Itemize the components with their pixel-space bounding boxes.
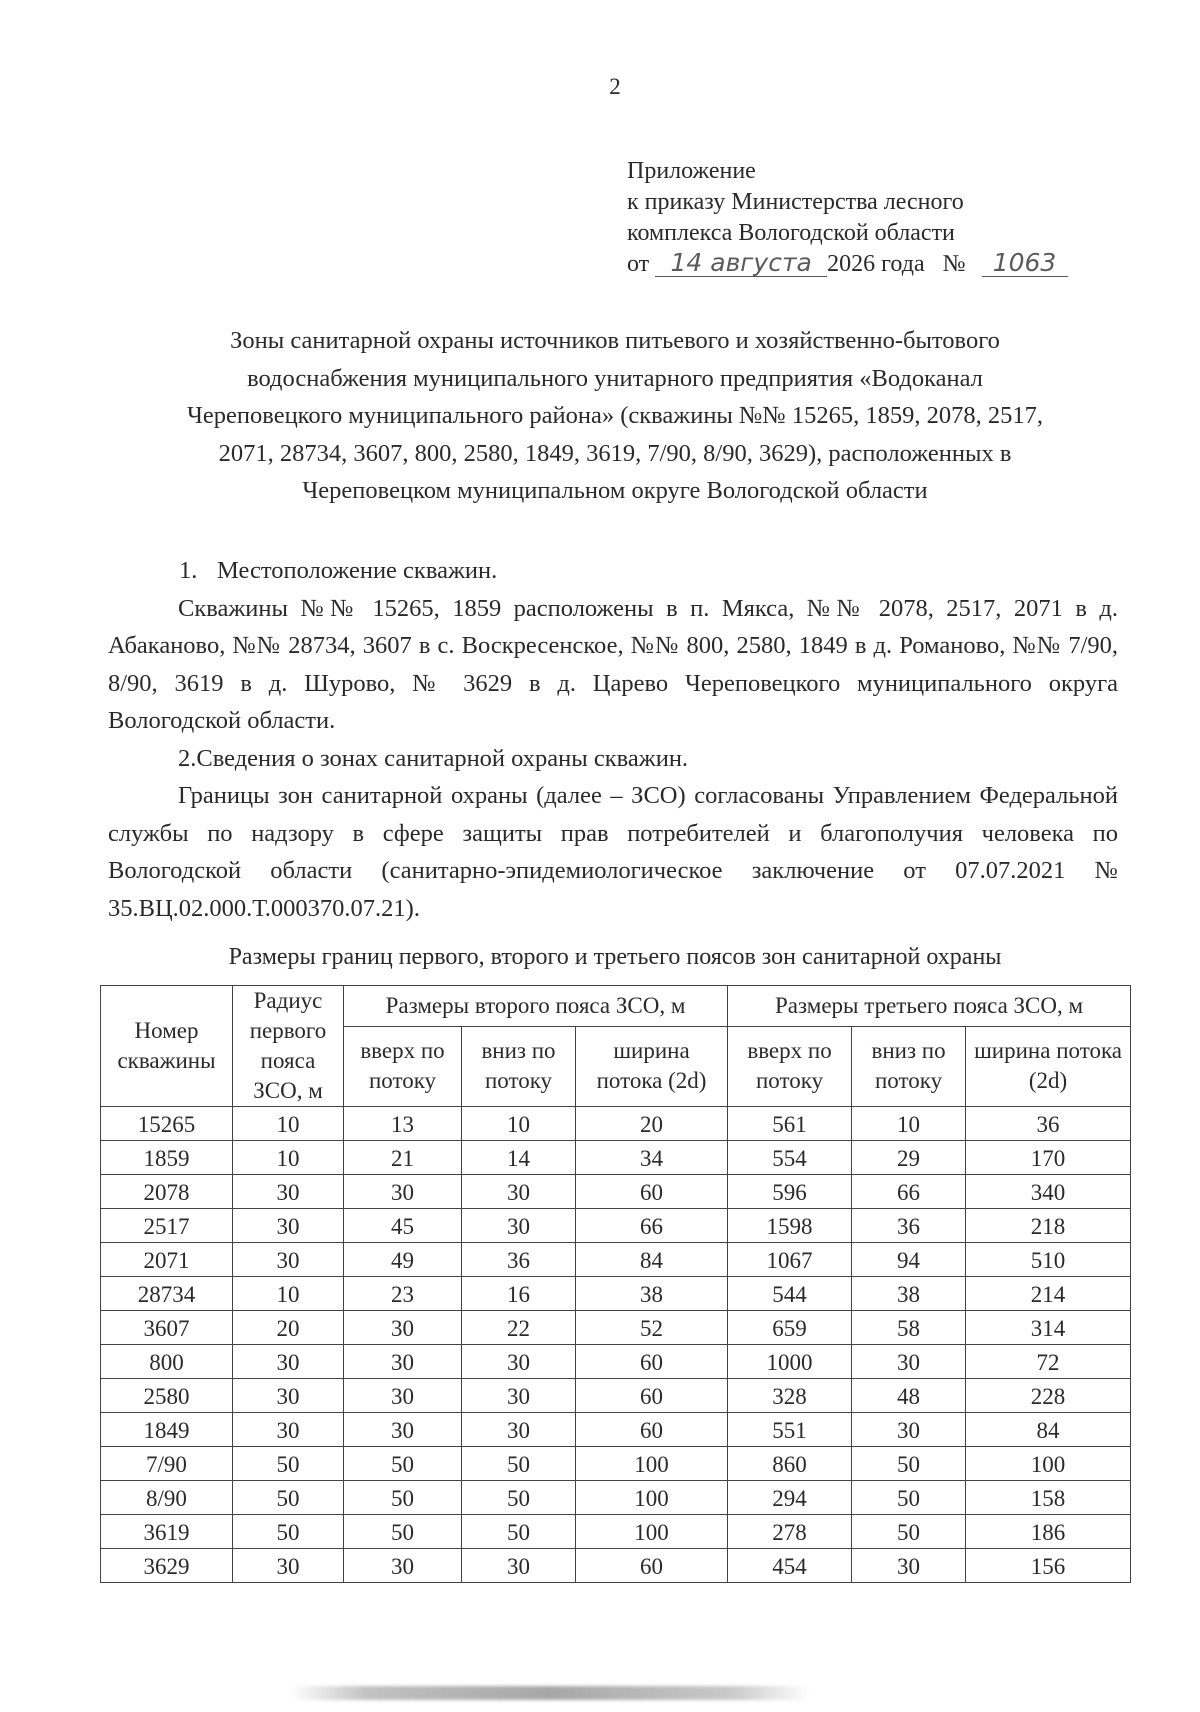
scan-artifact: [290, 1686, 810, 1700]
cell-third-downstream: 50: [852, 1515, 966, 1549]
document-title: [100, 322, 1130, 510]
cell-well-number: 7/90: [101, 1447, 233, 1481]
table-row: [101, 1209, 1131, 1243]
cell-third-upstream: 278: [728, 1515, 852, 1549]
cell-third-upstream: 1598: [728, 1209, 852, 1243]
header-second-downstream: вниз по потоку: [462, 1026, 576, 1106]
zso-table: [100, 985, 1131, 1583]
cell-well-number: 2071: [101, 1243, 233, 1277]
cell-third-downstream: 66: [852, 1175, 966, 1209]
annex-from-prefix: от: [627, 251, 650, 277]
page-number: 2: [609, 74, 621, 99]
cell-second-flow-width: 38: [576, 1277, 728, 1311]
cell-second-flow-width: 60: [576, 1345, 728, 1379]
cell-radius-first: 10: [233, 1277, 344, 1311]
cell-third-downstream: 58: [852, 1311, 966, 1345]
cell-third-flow-width: 100: [966, 1447, 1131, 1481]
table-row: [101, 1549, 1131, 1583]
cell-second-flow-width: 52: [576, 1311, 728, 1345]
cell-second-downstream: 36: [462, 1243, 576, 1277]
cell-third-downstream: 29: [852, 1141, 966, 1175]
cell-third-upstream: 561: [728, 1107, 852, 1141]
title-line-1: Зоны санитарной охраны источников питьевого и хозяйственно-бытового: [230, 327, 1000, 354]
cell-third-upstream: 1000: [728, 1345, 852, 1379]
cell-third-downstream: 36: [852, 1209, 966, 1243]
cell-radius-first: 30: [233, 1345, 344, 1379]
cell-second-upstream: 30: [344, 1379, 462, 1413]
cell-third-downstream: 30: [852, 1549, 966, 1583]
cell-third-flow-width: 218: [966, 1209, 1131, 1243]
cell-third-downstream: 50: [852, 1447, 966, 1481]
cell-second-flow-width: 84: [576, 1243, 728, 1277]
cell-third-flow-width: 156: [966, 1549, 1131, 1583]
cell-second-downstream: 30: [462, 1549, 576, 1583]
cell-second-upstream: 49: [344, 1243, 462, 1277]
cell-third-upstream: 860: [728, 1447, 852, 1481]
section-2-text: Границы зон санитарной охраны (далее – ЗСО) согласованы Управлением Федеральной службы по надзору в сфере защиты прав потребителей и благополучия человека по Вологодской области (санитарно-эпидемиологическое заключение от 07.07.2021 № 35.ВЦ.02.000.Т.000370.07.21).: [108, 782, 1118, 922]
cell-radius-first: 20: [233, 1311, 344, 1345]
cell-second-downstream: 22: [462, 1311, 576, 1345]
cell-third-upstream: 544: [728, 1277, 852, 1311]
cell-second-flow-width: 66: [576, 1209, 728, 1243]
annex-line-3: комплекса Вологодской области: [627, 220, 955, 246]
cell-second-upstream: 50: [344, 1515, 462, 1549]
section-1-heading: [108, 552, 1118, 590]
cell-third-flow-width: 72: [966, 1345, 1131, 1379]
cell-second-flow-width: 60: [576, 1175, 728, 1209]
section-1-text: Скважины №№ 15265, 1859 расположены в п. Мякса, №№ 2078, 2517, 2071 в д. Абаканово, №№ 28734, 3607 в с. Воскресенское, №№ 800, 2580, 1849 в д. Романово, №№ 7/90, 8/90, 3619 в д. Шурово, № 3629 в д. Царево Череповецкого муниципального округа Вологодской области.: [108, 594, 1118, 734]
table-row: [101, 1175, 1131, 1209]
cell-radius-first: 30: [233, 1243, 344, 1277]
cell-second-flow-width: 100: [576, 1447, 728, 1481]
cell-second-downstream: 30: [462, 1379, 576, 1413]
document-body: [108, 552, 1118, 927]
handwritten-date: 14 августа: [655, 250, 827, 277]
cell-second-upstream: 13: [344, 1107, 462, 1141]
annex-line-2: к приказу Министерства лесного: [627, 189, 964, 215]
title-line-4: 2071, 28734, 3607, 800, 2580, 1849, 3619, 7/90, 8/90, 3629), расположенных в: [218, 439, 1012, 467]
table-row: [101, 1107, 1131, 1141]
cell-second-flow-width: 34: [576, 1141, 728, 1175]
cell-third-downstream: 30: [852, 1413, 966, 1447]
cell-third-flow-width: 84: [966, 1413, 1131, 1447]
cell-third-upstream: 328: [728, 1379, 852, 1413]
header-third-zone: Размеры третьего пояса ЗСО, м: [728, 986, 1131, 1027]
cell-third-upstream: 1067: [728, 1243, 852, 1277]
cell-third-flow-width: 158: [966, 1481, 1131, 1515]
header-radius-first: Радиус первого пояса ЗСО, м: [233, 986, 344, 1107]
table-row: [101, 1277, 1131, 1311]
cell-radius-first: 10: [233, 1107, 344, 1141]
cell-well-number: 3607: [101, 1311, 233, 1345]
cell-well-number: 28734: [101, 1277, 233, 1311]
section-2-heading: 2.Сведения о зонах санитарной охраны скважин.: [178, 744, 689, 772]
cell-second-upstream: 45: [344, 1209, 462, 1243]
header-third-upstream: вверх по потоку: [728, 1026, 852, 1106]
cell-second-downstream: 30: [462, 1175, 576, 1209]
cell-third-flow-width: 214: [966, 1277, 1131, 1311]
cell-third-flow-width: 228: [966, 1379, 1131, 1413]
cell-second-downstream: 50: [462, 1515, 576, 1549]
cell-second-upstream: 30: [344, 1345, 462, 1379]
cell-well-number: 1849: [101, 1413, 233, 1447]
cell-well-number: 2517: [101, 1209, 233, 1243]
table-caption: Размеры границ первого, второго и третьего поясов зон санитарной охраны: [228, 944, 1002, 970]
cell-second-downstream: 10: [462, 1107, 576, 1141]
annex-block: [627, 156, 1068, 280]
cell-third-upstream: 551: [728, 1413, 852, 1447]
table-row: [101, 1413, 1131, 1447]
cell-second-flow-width: 60: [576, 1413, 728, 1447]
table-row: [101, 1481, 1131, 1515]
cell-second-upstream: 23: [344, 1277, 462, 1311]
cell-third-flow-width: 170: [966, 1141, 1131, 1175]
cell-second-upstream: 21: [344, 1141, 462, 1175]
cell-second-downstream: 30: [462, 1345, 576, 1379]
cell-second-downstream: 14: [462, 1141, 576, 1175]
section-1-heading-text: Местоположение скважин.: [217, 557, 498, 584]
cell-well-number: 2078: [101, 1175, 233, 1209]
cell-second-downstream: 50: [462, 1481, 576, 1515]
title-line-3: Череповецкого муниципального района» (скважины №№ 15265, 1859, 2078, 2517,: [186, 402, 1044, 429]
table-header: [101, 986, 1131, 1107]
cell-third-downstream: 94: [852, 1243, 966, 1277]
header-second-upstream: вверх по потоку: [344, 1026, 462, 1106]
cell-radius-first: 50: [233, 1447, 344, 1481]
cell-well-number: 800: [101, 1345, 233, 1379]
cell-second-upstream: 30: [344, 1311, 462, 1345]
cell-well-number: 3629: [101, 1549, 233, 1583]
cell-radius-first: 30: [233, 1209, 344, 1243]
cell-third-flow-width: 510: [966, 1243, 1131, 1277]
cell-third-upstream: 294: [728, 1481, 852, 1515]
cell-well-number: 8/90: [101, 1481, 233, 1515]
annex-line-4: [627, 249, 1068, 280]
cell-radius-first: 30: [233, 1175, 344, 1209]
cell-third-upstream: 554: [728, 1141, 852, 1175]
cell-well-number: 1859: [101, 1141, 233, 1175]
cell-third-downstream: 48: [852, 1379, 966, 1413]
cell-radius-first: 30: [233, 1549, 344, 1583]
header-third-downstream: вниз по потоку: [852, 1026, 966, 1106]
cell-well-number: 15265: [101, 1107, 233, 1141]
header-second-flow-width: ширина потока (2d): [576, 1026, 728, 1106]
cell-well-number: 2580: [101, 1379, 233, 1413]
cell-third-downstream: 10: [852, 1107, 966, 1141]
header-third-flow-width: ширина потока (2d): [966, 1026, 1131, 1106]
cell-second-flow-width: 100: [576, 1481, 728, 1515]
cell-third-flow-width: 340: [966, 1175, 1131, 1209]
table-row: [101, 1447, 1131, 1481]
cell-radius-first: 10: [233, 1141, 344, 1175]
cell-second-downstream: 16: [462, 1277, 576, 1311]
cell-second-upstream: 30: [344, 1413, 462, 1447]
cell-second-upstream: 50: [344, 1447, 462, 1481]
table-row: [101, 1243, 1131, 1277]
cell-third-upstream: 596: [728, 1175, 852, 1209]
cell-second-flow-width: 100: [576, 1515, 728, 1549]
cell-second-upstream: 30: [344, 1175, 462, 1209]
section-1-number: 1.: [179, 557, 198, 584]
cell-second-downstream: 30: [462, 1209, 576, 1243]
cell-second-flow-width: 60: [576, 1549, 728, 1583]
table-row: [101, 1311, 1131, 1345]
table-row: [101, 1515, 1131, 1549]
cell-third-flow-width: 36: [966, 1107, 1131, 1141]
cell-third-flow-width: 314: [966, 1311, 1131, 1345]
table-row: [101, 1379, 1131, 1413]
handwritten-number: 1063: [982, 250, 1068, 277]
cell-well-number: 3619: [101, 1515, 233, 1549]
annex-year: 2026 года: [827, 251, 925, 277]
cell-second-downstream: 50: [462, 1447, 576, 1481]
annex-line-1: Приложение: [627, 158, 756, 184]
cell-second-upstream: 50: [344, 1481, 462, 1515]
cell-third-downstream: 38: [852, 1277, 966, 1311]
cell-second-downstream: 30: [462, 1413, 576, 1447]
cell-second-flow-width: 60: [576, 1379, 728, 1413]
cell-radius-first: 50: [233, 1515, 344, 1549]
cell-second-flow-width: 20: [576, 1107, 728, 1141]
cell-third-upstream: 659: [728, 1311, 852, 1345]
cell-third-downstream: 50: [852, 1481, 966, 1515]
title-line-2: водоснабжения муниципального унитарного предприятия «Водоканал: [247, 364, 983, 392]
annex-number-sign: №: [942, 251, 966, 277]
cell-radius-first: 30: [233, 1379, 344, 1413]
cell-second-upstream: 30: [344, 1549, 462, 1583]
table-row: [101, 1141, 1131, 1175]
cell-radius-first: 30: [233, 1413, 344, 1447]
table-body: [101, 1107, 1131, 1583]
table-row: [101, 1345, 1131, 1379]
header-well-number: Номер скважины: [101, 986, 233, 1107]
title-line-5: Череповецком муниципальном округе Вологодской области: [302, 477, 928, 504]
cell-third-upstream: 454: [728, 1549, 852, 1583]
cell-radius-first: 50: [233, 1481, 344, 1515]
cell-third-downstream: 30: [852, 1345, 966, 1379]
cell-third-flow-width: 186: [966, 1515, 1131, 1549]
header-second-zone: Размеры второго пояса ЗСО, м: [344, 986, 728, 1027]
